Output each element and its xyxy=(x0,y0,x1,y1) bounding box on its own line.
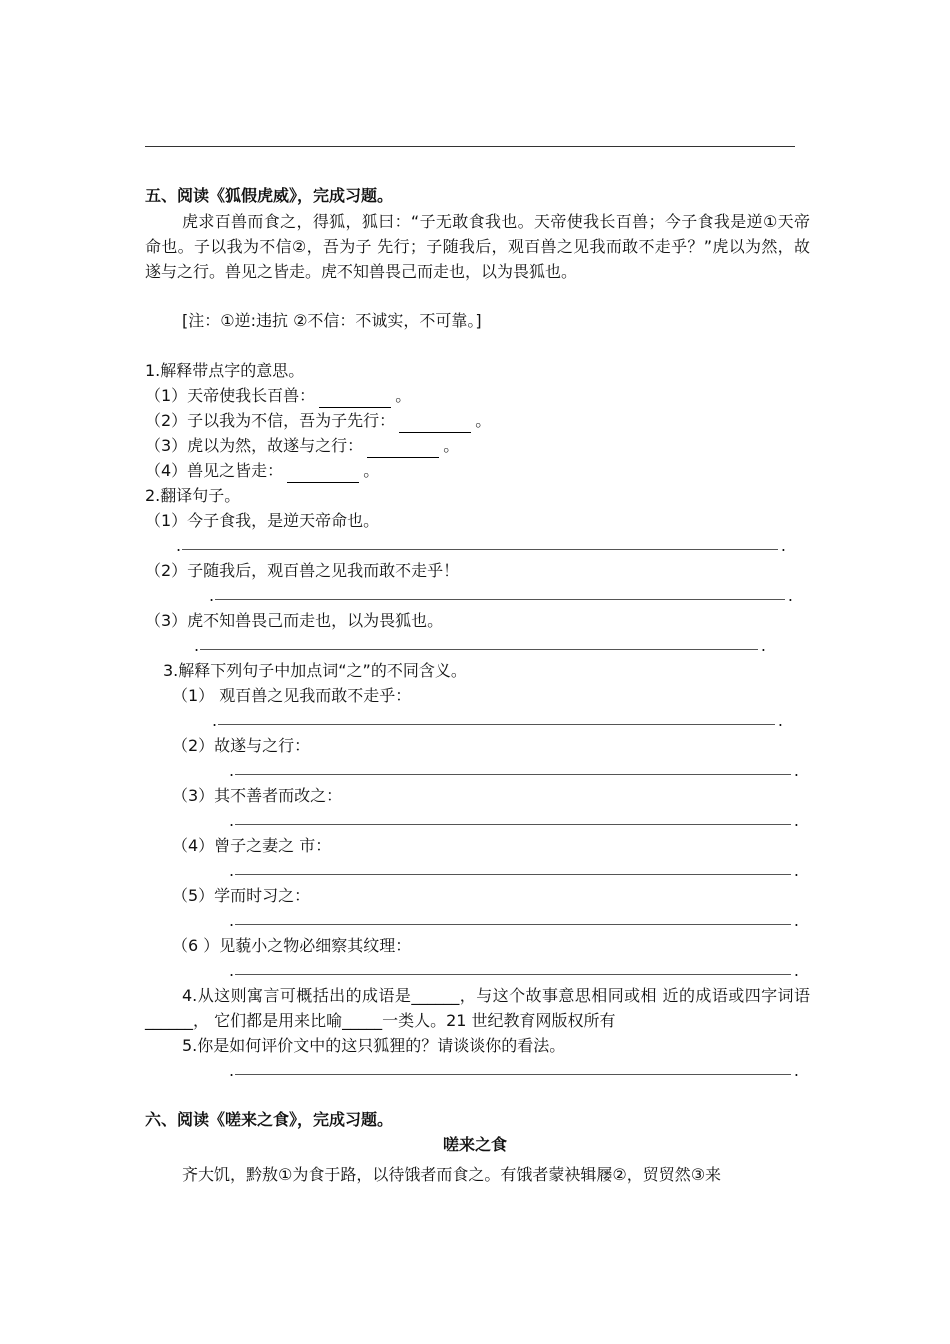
q3-item: （5）学而时习之： xyxy=(172,886,311,905)
q3-item: （3）其不善者而改之： xyxy=(172,786,343,805)
q3-heading: 3.解释下列句子中加点词“之”的不同含义。 xyxy=(163,661,467,680)
q1-item: （1）天帝使我长百兽： 。 xyxy=(145,384,411,408)
answer-blank[interactable] xyxy=(319,389,391,408)
answer-blank[interactable] xyxy=(367,439,439,458)
q3-item: （2）故遂与之行： xyxy=(172,736,311,755)
answer-line[interactable]: . . xyxy=(229,961,799,980)
section5-note: [注：①逆:违抗 ②不信：不诚实，不可靠。] xyxy=(182,311,482,330)
q4-text: 4.从这则寓言可概括出的成语是______，与这个故事意思相同或相 近的成语或四字词语______， 它们都是用来比喻_____一类人。21 世纪教育网版权所有 xyxy=(145,986,810,1030)
answer-line[interactable]: . . xyxy=(229,861,799,880)
q1-item: （2）子以我为不信，吾为子先行： 。 xyxy=(145,409,491,433)
answer-line[interactable]: . . xyxy=(176,536,786,555)
q5-text: 5.你是如何评价文中的这只狐狸的？请谈谈你的看法。 xyxy=(182,1036,566,1055)
answer-line[interactable]: . . xyxy=(209,586,793,605)
q2-heading: 2.翻译句子。 xyxy=(145,486,241,505)
section5-passage: 虎求百兽而食之，得狐，狐曰：“子无敢食我也。天帝使我长百兽；今子食我是逆①天帝命也。子以我为不信②，吾为子 先行；子随我后，观百兽之见我而敢不走乎？”虎以为然，故遂与之行。兽见之皆走。虎不知兽畏己而走也，以为畏狐也。 xyxy=(145,212,810,281)
q1-item: （3）虎以为然，故遂与之行： 。 xyxy=(145,434,459,458)
q2-item: （1）今子食我，是逆天帝命也。 xyxy=(145,511,380,530)
top-divider xyxy=(145,146,795,147)
answer-blank[interactable] xyxy=(287,464,359,483)
q1-heading: 1.解释带点字的意思。 xyxy=(145,361,305,380)
q3-item: （4）曾子之妻之 市： xyxy=(172,836,332,855)
section6-title: 六、阅读《嗟来之食》，完成习题。 xyxy=(145,1110,394,1129)
answer-line[interactable]: . . xyxy=(194,636,766,655)
section6-subtitle: 嗟来之食 xyxy=(442,1135,507,1154)
q3-item: （6 ）见藐小之物必细察其纹理： xyxy=(172,936,412,955)
answer-line[interactable]: . . xyxy=(229,811,799,830)
answer-line[interactable]: . . xyxy=(212,711,783,730)
answer-line[interactable]: . . xyxy=(229,911,799,930)
answer-blank[interactable] xyxy=(399,414,471,433)
q2-item: （2）子随我后，观百兽之见我而敢不走乎！ xyxy=(145,561,460,580)
section5-title: 五、阅读《狐假虎威》，完成习题。 xyxy=(145,186,394,205)
section6-passage: 齐大饥，黔敖①为食于路，以待饿者而食之。有饿者蒙袂辑屦②，贸贸然③来 xyxy=(182,1165,722,1184)
q3-item: （1） 观百兽之见我而敢不走乎： xyxy=(172,686,412,705)
q2-item: （3）虎不知兽畏己而走也，以为畏狐也。 xyxy=(145,611,444,630)
answer-line[interactable]: . . xyxy=(229,1061,799,1080)
answer-line[interactable]: . . xyxy=(229,761,799,780)
q1-item: （4）兽见之皆走： 。 xyxy=(145,459,379,483)
